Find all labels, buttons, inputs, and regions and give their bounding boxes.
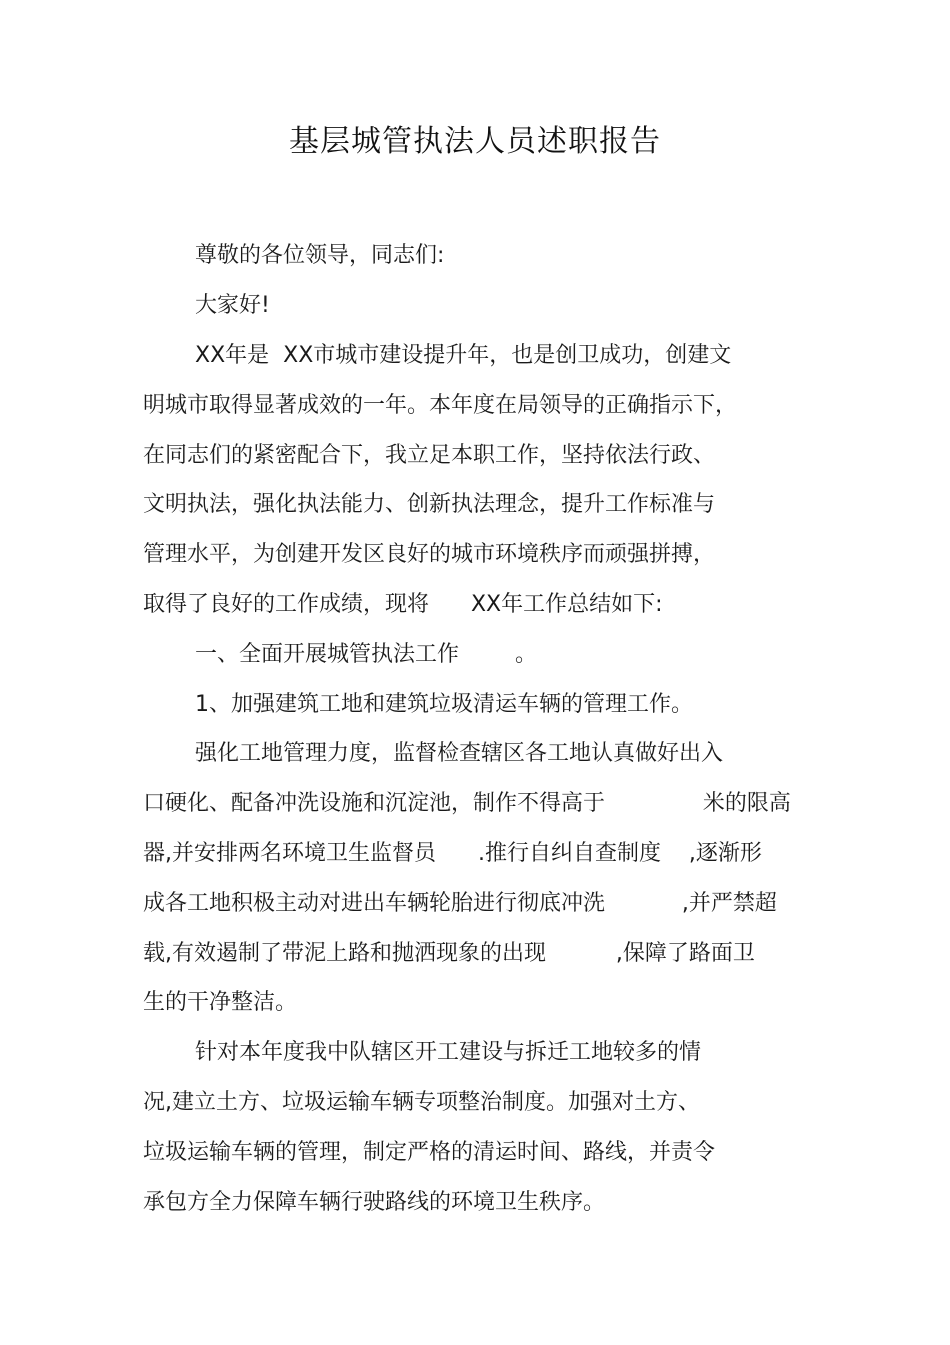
paragraph-line: 口硬化、配备冲洗设施和沉淀池，制作不得高于 米的限高 [143,791,791,816]
paragraph-line: 文明执法，强化执法能力、创新执法理念，提升工作标准与 [143,492,716,517]
paragraph-line: 针对本年度我中队辖区开工建设与拆迁工地较多的情 [195,1040,702,1065]
section-heading: 一、全面开展城管执法工作 。 [195,642,537,667]
paragraph-line: 器,并安排两名环境卫生监督员 .推行自纠自查制度 ,逐渐形 [143,841,762,866]
paragraph-line: 强化工地管理力度，监督检查辖区各工地认真做好出入 [195,741,724,766]
paragraph-line: XX年是 XX市城市建设提升年，也是创卫成功，创建文 [195,343,732,368]
greeting-line: 大家好! [195,293,270,318]
salutation-line: 尊敬的各位领导，同志们: [195,243,445,268]
paragraph-line: 垃圾运输车辆的管理，制定严格的清运时间、路线，并责令 [143,1140,716,1165]
document-title: 基层城管执法人员述职报告 [289,124,661,159]
paragraph-line: 取得了良好的工作成绩，现将 XX年工作总结如下: [143,592,663,617]
paragraph-line: 生的干净整洁。 [143,990,298,1015]
paragraph-line: 明城市取得显著成效的一年。本年度在局领导的正确指示下， [143,393,738,418]
paragraph-line: 承包方全力保障车辆行驶路线的环境卫生秩序。 [143,1190,606,1215]
paragraph-line: 载,有效遏制了带泥上路和抛洒现象的出现 ,保障了路面卫 [143,941,755,966]
paragraph-line: 管理水平，为创建开发区良好的城市环境秩序而顽强拼搏， [143,542,716,567]
paragraph-line: 况,建立土方、垃圾运输车辆专项整治制度。加强对土方、 [143,1090,700,1115]
subsection-heading: 1、加强建筑工地和建筑垃圾清运车辆的管理工作。 [195,692,693,717]
paragraph-line: 成各工地积极主动对进出车辆轮胎进行彻底冲洗 ,并严禁超 [143,891,777,916]
paragraph-line: 在同志们的紧密配合下，我立足本职工作，坚持依法行政、 [143,443,716,468]
